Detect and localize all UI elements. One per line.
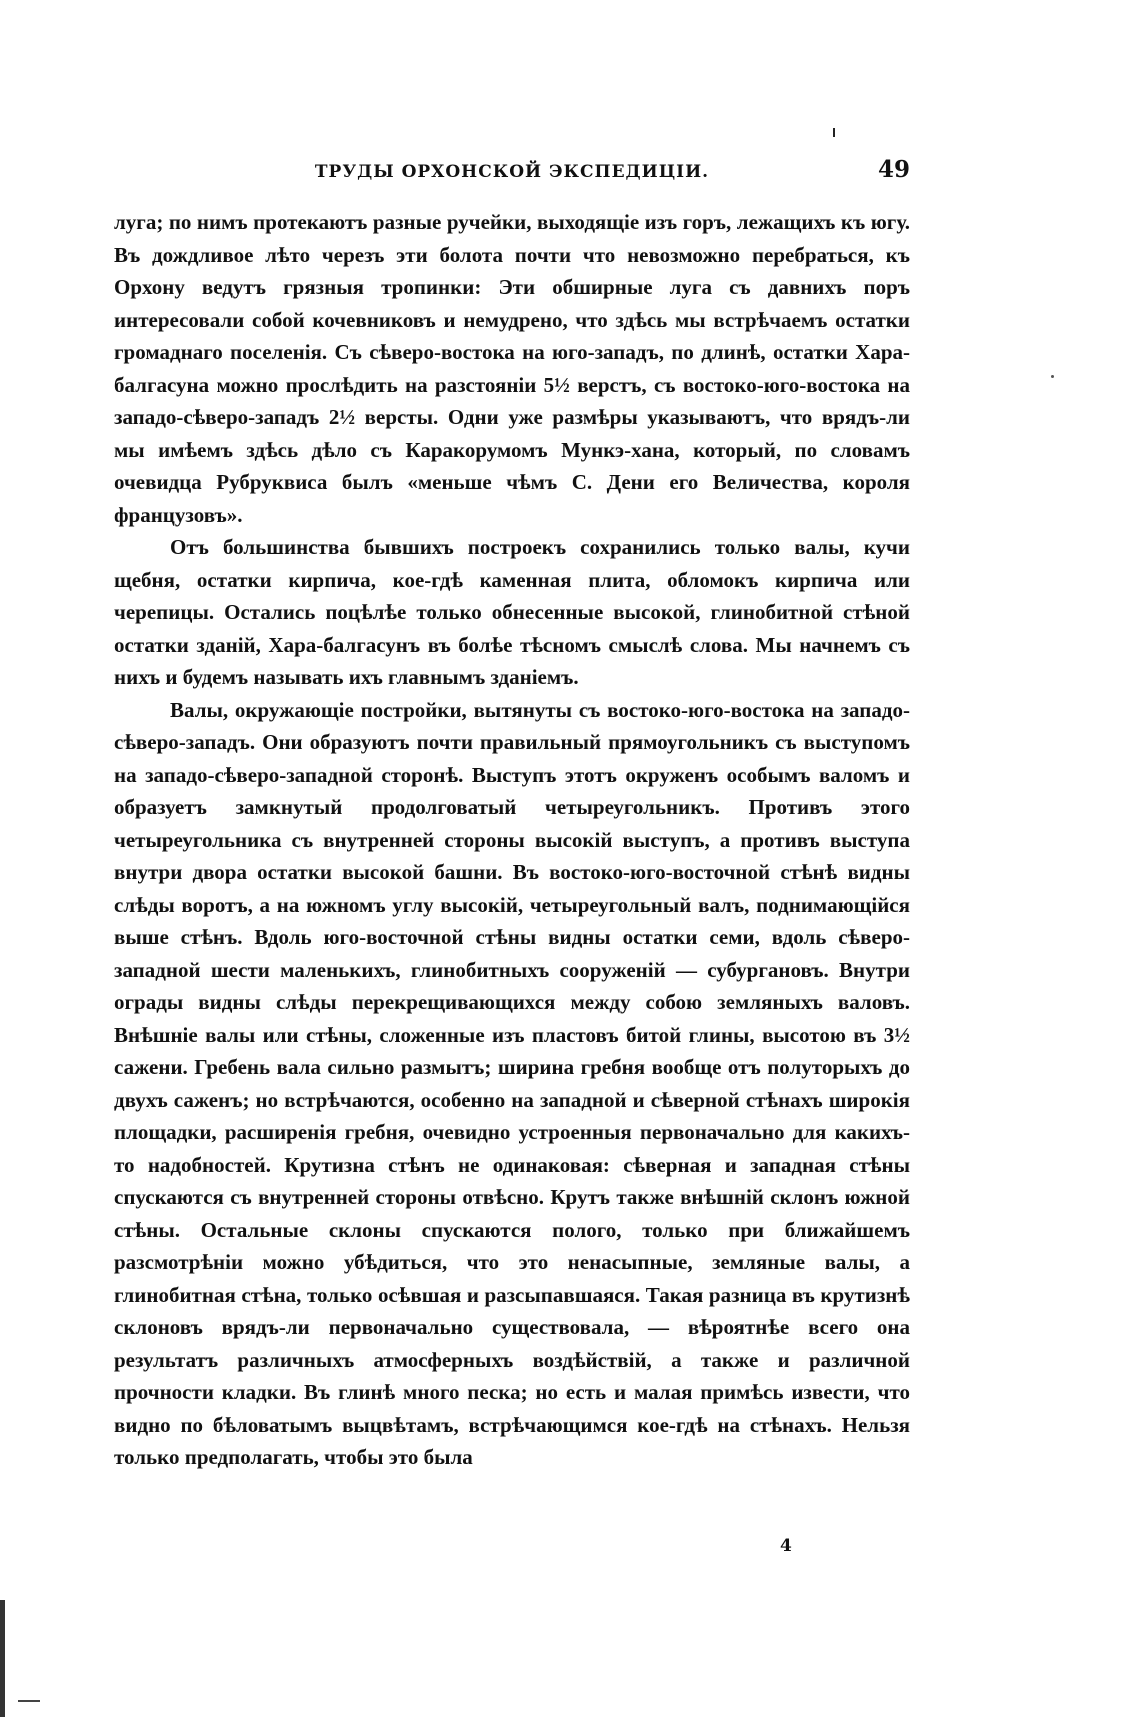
- paragraph-3: Валы, окружающіе постройки, вытянуты съ востоко-юго-востока на западо-сѣверо-западъ. Они образуютъ почти правильный прямоугольникъ съ выступомъ на западо-сѣверо-западной сторонѣ. Выступъ этотъ окруженъ особымъ валомъ и образуетъ замкнутый продолговатый четыреугольникъ. Противъ этого четыреугольника съ внутренней стороны высокій выступъ, а противъ выступа внутри двора остатки высокой башни. Въ востоко-юго-восточной стѣнѣ видны слѣды воротъ, а на южномъ углу высокій, четыреугольный валъ, поднимающійся выше стѣнъ. Вдоль юго-восточной стѣны видны остатки семи, вдоль сѣверо-западной шести маленькихъ, глинобитныхъ сооруженій — субургановъ. Внутри ограды видны слѣды перекрещивающихся между собою земляныхъ валовъ. Внѣшніе валы или стѣны, сложенные изъ пластовъ битой глины, высотою въ 3½ сажени. Гребень вала сильно размытъ; ширина гребня вообще отъ полуторыхъ до двухъ саженъ; но встрѣчаются, особенно на западной и сѣверной стѣнахъ широкія площадки, расширенія гребня, очевидно устроенныя первоначально для какихъ-то надобностей. Крутизна стѣнъ не одинаковая: сѣверная и западная стѣны спускаются съ внутренней стороны отвѣсно. Крутъ также внѣшній склонъ южной стѣны. Остальные склоны спускаются полого, только при ближайшемъ разсмотрѣніи можно убѣдиться, что это ненасыпные, земляные валы, а глинобитная стѣна, только осѣвшая и разсыпавшаяся. Такая разница въ крутизнѣ склоновъ врядъ-ли первоначально существовала, — вѣроятнѣе всего она результатъ различныхъ атмосферныхъ воздѣйствій, а также и различной прочности кладки. Въ глинѣ много песка; но есть и малая примѣсь извести, что видно по бѣловатымъ выцвѣтамъ, встрѣчающимся кое-гдѣ на стѣнахъ. Нельзя только предполагать, чтобы это была: [114, 697, 910, 1469]
- scan-speck: [1051, 375, 1054, 378]
- page-header: [114, 156, 910, 186]
- page-number: 49: [877, 156, 910, 183]
- printer-signature: 4: [780, 1536, 792, 1556]
- scan-edge: [0, 1600, 5, 1717]
- running-title: ТРУДЫ ОРХОНСКОЙ ЭКСПЕДИЦІИ.: [314, 162, 710, 182]
- scan-mark: [833, 128, 835, 137]
- scan-edge-dash: [18, 1700, 40, 1702]
- body-text: [114, 206, 910, 1474]
- paragraph-1: луга; по нимъ протекаютъ разные ручейки, выходящіе изъ горъ, лежащихъ къ югу. Въ дождливое лѣто черезъ эти болота почти что невозможно перебраться, къ Орхону ведутъ грязныя тропинки: Эти обширные луга съ давнихъ поръ интересовали собой кочевниковъ и немудрено, что здѣсь мы встрѣчаемъ остатки громаднаго поселенія. Съ сѣверо-востока на юго-западъ, по длинѣ, остатки Хара-балгасуна можно прослѣдить на разстояніи 5½ верстъ, съ востоко-юго-востока на западо-сѣверо-западъ 2½ версты. Одни уже размѣры указываютъ, что врядъ-ли мы имѣемъ здѣсь дѣло съ Каракорумомъ Мункэ-хана, который, по словамъ очевидца Рубруквиса былъ «меньше чѣмъ С. Дени его Величества, короля французовъ».: [114, 210, 910, 527]
- paragraph-2: Отъ большинства бывшихъ построекъ сохранились только валы, кучи щебня, остатки кирпича, кое-гдѣ каменная плита, обломокъ кирпича или черепицы. Остались поцѣлѣе только обнесенные высокой, глинобитной стѣной остатки зданій, Хара-балгасунъ въ болѣе тѣсномъ смыслѣ слова. Мы начнемъ съ нихъ и будемъ называть ихъ главнымъ зданіемъ.: [114, 535, 910, 689]
